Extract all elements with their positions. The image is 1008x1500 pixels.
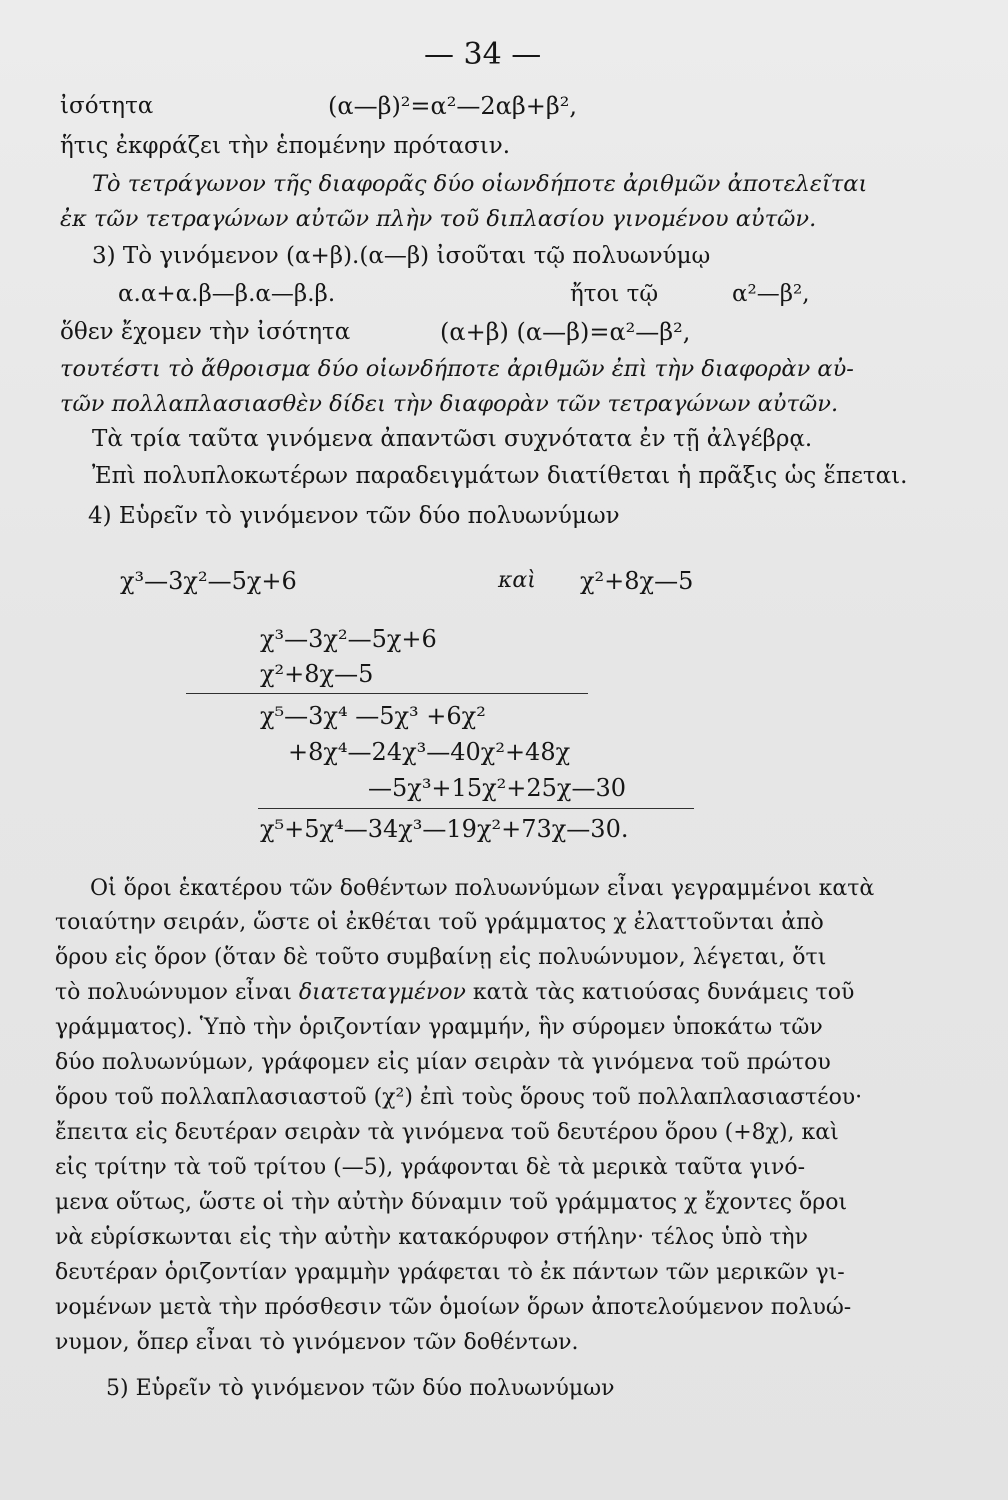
theorem-line: τῶν πολλαπλασιασθὲν δίδει τὴν διαφορὰν τῶν τετραγώνων αὐτῶν.: [60, 391, 839, 417]
polynomial-1: χ³—3χ²—5χ+6: [120, 567, 297, 595]
paragraph-line: Οἱ ὅροι ἑκατέρου τῶν δοθέντων πολυωνύμων εἶναι γεγραμμένοι κατὰ: [90, 876, 875, 901]
first-horizontal-rule: [186, 693, 588, 694]
identity-formula: (α+β) (α—β)=α²—β²,: [440, 318, 691, 346]
result-formula: α²—β²,: [732, 281, 810, 307]
paragraph-line: ὅρου εἰς ὅρον (ὅταν δὲ τοῦτο συμβαίνῃ εἰς πολυώνυμον, λέγεται, ὅτι: [55, 945, 827, 970]
partial-product-2: +8χ⁴—24χ³—40χ²+48χ: [288, 738, 571, 766]
multiplier: χ²+8χ—5: [260, 660, 374, 688]
partial-product-1: χ⁵—3χ⁴ —5χ³ +6χ²: [260, 702, 486, 730]
text-line: Τὰ τρία ταῦτα γινόμενα ἀπαντῶσι συχνότατα ἐν τῇ ἀλγέβρᾳ.: [92, 426, 813, 452]
text-line: ἥτις ἐκφράζει τὴν ἑπομένην πρότασιν.: [60, 133, 511, 159]
theorem-line: ἐκ τῶν τετραγώνων αὐτῶν πλὴν τοῦ διπλασίου γινομένου αὐτῶν.: [60, 206, 817, 232]
text-line: Ἐπὶ πολυπλοκωτέρων παραδειγμάτων διατίθεται ἡ πρᾶξις ὡς ἕπεται.: [92, 463, 908, 489]
polynomial-2: χ²+8χ—5: [580, 567, 694, 595]
paragraph-line: γράμματος). Ὑπὸ τὴν ὁριζοντίαν γραμμήν, ἣν σύρομεν ὑποκάτω τῶν: [55, 1015, 823, 1040]
multiplicand: χ³—3χ²—5χ+6: [260, 625, 437, 653]
paragraph-line: νομένων μετὰ τὴν πρόσθεσιν τῶν ὁμοίων ὅρων ἀποτελούμενον πολυώ-: [55, 1295, 852, 1320]
paragraph-text: κατὰ τὰς κατιούσας δυνάμεις τοῦ: [465, 980, 855, 1005]
equality-label: ἰσότητα: [60, 93, 154, 119]
partial-product-3: —5χ³+15χ²+25χ—30: [368, 774, 626, 802]
paragraph-line: νὰ εὑρίσκωνται εἰς τὴν αὐτὴν κατακόρυφον στήλην· τέλος ὑπὸ τὴν: [55, 1225, 808, 1250]
paragraph-line: δευτέραν ὁριζοντίαν γραμμὴν γράφεται τὸ ἐκ πάντων τῶν μερικῶν γι-: [55, 1260, 845, 1285]
paragraph-line: τοιαύτην σειράν, ὥστε οἱ ἐκθέται τοῦ γράμματος χ ἐλαττοῦνται ἀπὸ: [55, 910, 824, 935]
paragraph-line: εἰς τρίτην τὰ τοῦ τρίτου (—5), γράφονται δὲ τὰ μερικὰ ταῦτα γινό-: [55, 1155, 806, 1180]
paragraph-text: τὸ πολυώνυμον εἶναι: [55, 980, 299, 1005]
final-product: χ⁵+5χ⁴—34χ³—19χ²+73χ—30.: [260, 815, 629, 843]
example-heading: 5) Εὑρεῖν τὸ γινόμενον τῶν δύο πολυωνύμων: [106, 1376, 615, 1401]
and-word: καὶ: [498, 568, 536, 593]
emphasized-term: διατεταγμένον: [298, 980, 466, 1005]
paragraph-line: νυμον, ὅπερ εἶναι τὸ γινόμενον τῶν δοθέντων.: [55, 1330, 579, 1355]
theorem-line: τουτέστι τὸ ἄθροισμα δύο οἱωνδήποτε ἀριθμῶν ἐπὶ τὴν διαφορὰν αὐ-: [60, 356, 854, 382]
text-line: 3) Τὸ γινόμενον (α+β).(α—β) ἰσοῦται τῷ πολυωνύμῳ: [92, 243, 711, 269]
theorem-line: Τὸ τετράγωνον τῆς διαφορᾶς δύο οἱωνδήποτε ἀριθμῶν ἀποτελεῖται: [92, 171, 868, 197]
text-label: ἤτοι τῷ: [570, 281, 659, 307]
example-heading: 4) Εὑρεῖν τὸ γινόμενον τῶν δύο πολυωνύμων: [88, 503, 620, 529]
paragraph-line: δύο πολυωνύμων, γράφομεν εἰς μίαν σειρὰν τὰ γινόμενα τοῦ πρώτου: [55, 1050, 831, 1075]
paragraph-line: ὅρου τοῦ πολλαπλασιαστοῦ (χ²) ἐπὶ τοὺς ὅρους τοῦ πολλαπλασιαστέου·: [55, 1085, 863, 1110]
paragraph-line: ἔπειτα εἰς δευτέραν σειρὰν τὰ γινόμενα τοῦ δευτέρου ὅρου (+8χ), καὶ: [55, 1120, 839, 1145]
paragraph-line: [55, 976, 935, 1011]
expansion-formula: α.α+α.β—β.α—β.β.: [118, 281, 336, 307]
text-label: ὅθεν ἔχομεν τὴν ἰσότητα: [60, 319, 351, 345]
second-horizontal-rule: [258, 808, 694, 809]
paragraph-line: μενα οὕτως, ὥστε οἱ τὴν αὐτὴν δύναμιν τοῦ γράμματος χ ἔχοντες ὅροι: [55, 1190, 848, 1215]
page-number: — 34 —: [424, 37, 542, 72]
equality-formula: (α—β)²=α²—2αβ+β²,: [328, 92, 577, 120]
